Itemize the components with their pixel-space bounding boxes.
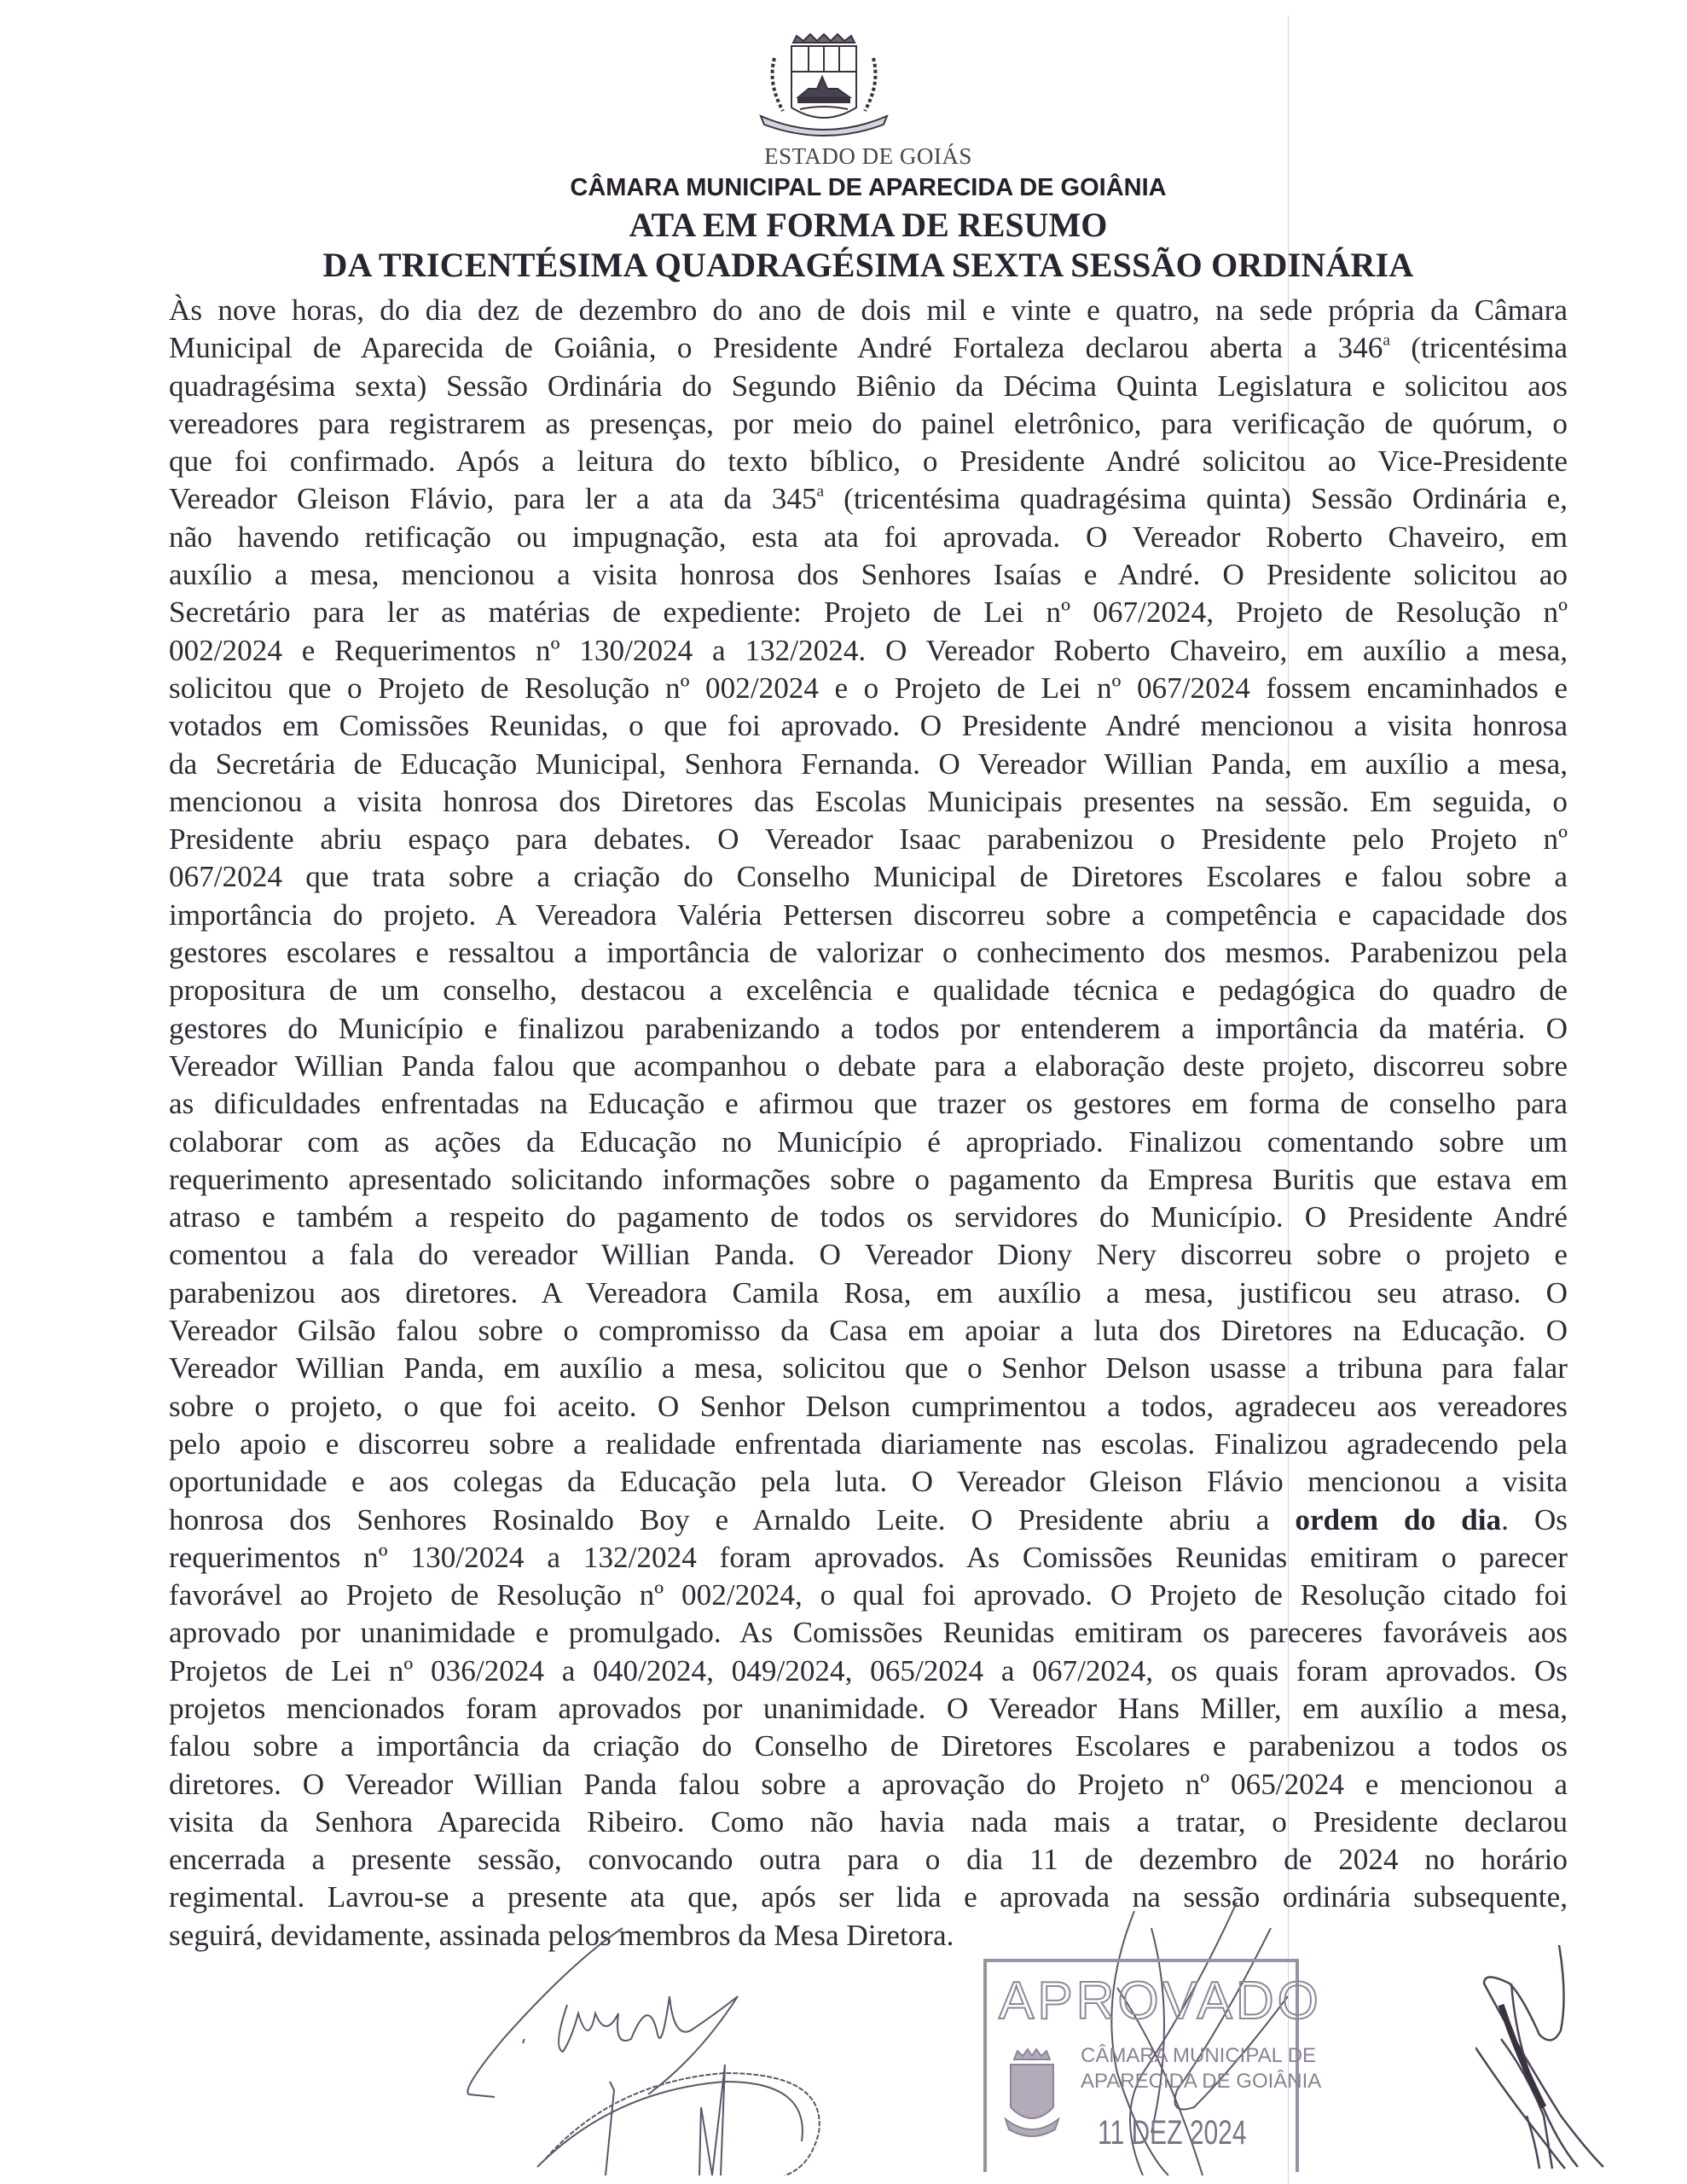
body-line-main: propositura de um conselho, destacou a excelência e qualidade técnica e pedagógica do quadro de <box>169 973 1568 1008</box>
body-line <box>169 1766 1568 1804</box>
body-line-main: mencionou a visita honrosa dos Diretores das Escolas Municipais presentes na sessão. Em seguida, o <box>169 784 1568 818</box>
body-line-text <box>169 1539 1568 1577</box>
body-line <box>169 292 1568 329</box>
body-line-main: Municipal de Aparecida de Goiânia, o Presidente André Fortaleza declarou aberta a 346 <box>169 331 1383 365</box>
body-line <box>169 1804 1568 1841</box>
body-line-text <box>169 1388 1568 1426</box>
body-line-text <box>169 972 1568 1009</box>
body-line-text <box>169 1199 1568 1236</box>
body-line-tail: (tricentésima <box>1389 331 1568 365</box>
body-line <box>169 783 1568 821</box>
municipal-coat-of-arms-icon <box>749 32 899 136</box>
body-line-text <box>169 1236 1568 1274</box>
body-line-text <box>169 746 1568 783</box>
body-line-text <box>169 1085 1568 1123</box>
body-line-text <box>169 519 1568 556</box>
body-line <box>169 1010 1568 1048</box>
minutes-body <box>169 292 1568 1955</box>
body-line-text <box>169 632 1568 670</box>
body-line <box>169 1502 1568 1539</box>
body-line <box>169 556 1568 594</box>
body-line-text <box>169 480 1568 518</box>
body-line-text <box>169 1728 1568 1765</box>
body-line-main: solicitou que o Projeto de Resolução nº 002/2024 e o Projeto de Lei nº 067/2024 fossem encaminhados e <box>169 671 1568 705</box>
body-line-main: Vereador Willian Panda falou que acompanhou o debate para a elaboração deste projeto, discorreu sobre <box>169 1048 1568 1083</box>
body-line <box>169 632 1568 670</box>
body-line <box>169 594 1568 631</box>
signature-left-icon <box>443 1911 887 2175</box>
body-line-main: Secretário para ler as matérias de expediente: Projeto de Lei nº 067/2024, Projeto de Resolução nº <box>169 595 1568 630</box>
body-line <box>169 1161 1568 1199</box>
body-line-main: não havendo retificação ou impugnação, esta ata foi aprovada. O Vereador Roberto Chaveiro, em <box>169 520 1568 554</box>
body-line-text <box>169 1275 1568 1312</box>
body-line-text <box>169 1161 1568 1199</box>
body-line-text <box>169 1804 1568 1841</box>
body-line-main: projetos mencionados foram aprovados por unanimidade. O Vereador Hans Miller, em auxílio a mesa, <box>169 1691 1568 1725</box>
body-line-text <box>169 1010 1568 1048</box>
body-line <box>169 670 1568 707</box>
body-line-text <box>169 1653 1568 1690</box>
body-line-main: oportunidade e aos colegas da Educação pela luta. O Vereador Gleison Flávio mencionou a visita <box>169 1465 1568 1499</box>
body-line-text <box>169 443 1568 480</box>
body-line <box>169 1124 1568 1161</box>
body-line-text <box>169 594 1568 631</box>
body-line-text <box>169 1312 1568 1350</box>
body-line <box>169 746 1568 783</box>
body-line-text <box>169 1124 1568 1161</box>
body-line <box>169 443 1568 480</box>
chamber-name: CÂMARA MUNICIPAL DE APARECIDA DE GOIÂNIA <box>570 174 1167 201</box>
body-line <box>169 972 1568 1009</box>
body-line <box>169 368 1568 405</box>
body-line <box>169 519 1568 556</box>
body-line-main: diretores. O Vereador Willian Panda falou sobre a aprovação do Projeto nº 065/2024 e mencionou a <box>169 1767 1568 1801</box>
body-line-main: falou sobre a importância da criação do Conselho de Diretores Escolares e parabenizou a todos os <box>169 1729 1568 1763</box>
stamp-chamber-line: CÂMARA MUNICIPAL DE <box>1081 2044 1317 2067</box>
body-line <box>169 1614 1568 1652</box>
body-line-text <box>169 858 1568 896</box>
body-line-text <box>169 821 1568 858</box>
document-title: ATA EM FORMA DE RESUMO <box>629 206 1108 244</box>
body-line <box>169 1426 1568 1463</box>
body-line <box>169 1690 1568 1728</box>
body-line <box>169 1199 1568 1236</box>
body-line-main: parabenizou aos diretores. A Vereadora Camila Rosa, em auxílio a mesa, justificou seu atraso. O <box>169 1275 1568 1310</box>
state-name: ESTADO DE GOIÁS <box>764 143 972 169</box>
ordinal-indicator: a <box>816 482 825 501</box>
body-line-text <box>169 783 1568 821</box>
body-line-main: Vereador Gilsão falou sobre o compromisso da Casa em apoiar a luta dos Diretores na Educação. O <box>169 1314 1568 1348</box>
body-line-main: vereadores para registrarem as presenças, por meio do painel eletrônico, para verificação de quórum, o <box>169 406 1568 440</box>
body-line-main: visita da Senhora Aparecida Ribeiro. Como não havia nada mais a tratar, o Presidente declarou <box>169 1804 1568 1838</box>
body-line-text <box>169 1690 1568 1728</box>
body-line-main: aprovado por unanimidade e promulgado. As Comissões Reunidas emitiram os pareceres favoráveis aos <box>169 1616 1568 1650</box>
body-line-text <box>169 1766 1568 1804</box>
body-line-main: seguirá, devidamente, assinada pelos membros da Mesa Diretora. <box>169 1918 954 1952</box>
body-line-main: atraso e também a respeito do pagamento de todos os servidores do Município. O Presidente André <box>169 1200 1568 1234</box>
body-line-text <box>169 1502 1568 1539</box>
body-line-tail: (tricentésima quadragésima quinta) Sessão Ordinária e, <box>824 482 1568 516</box>
body-line-main: sobre o projeto, o que foi aceito. O Senhor Delson cumprimentou a todos, agradeceu aos vereadores <box>169 1389 1568 1423</box>
body-line-main: 002/2024 e Requerimentos nº 130/2024 a 132/2024. O Vereador Roberto Chaveiro, em auxílio a mesa, <box>169 633 1568 667</box>
stamp-city-line: APARECIDA DE GOIÂNIA <box>1081 2070 1322 2093</box>
body-line-main: Projetos de Lei nº 036/2024 a 040/2024, 049/2024, 065/2024 a 067/2024, os quais foram aprovados. Os <box>169 1653 1568 1687</box>
body-line <box>169 1577 1568 1614</box>
body-line-main: requerimento apresentado solicitando informações sobre o pagamento da Empresa Buritis que estava em <box>169 1162 1568 1196</box>
body-line-main: gestores do Município e finalizou parabenizando a todos por entenderem a importância da matéria. O <box>169 1011 1568 1045</box>
body-line <box>169 934 1568 972</box>
body-line <box>169 1841 1568 1879</box>
stamp-crest-icon <box>1002 2048 1062 2141</box>
body-line <box>169 1388 1568 1426</box>
body-line-tail: . Os <box>1501 1502 1568 1536</box>
body-line <box>169 480 1568 518</box>
body-line-text <box>169 368 1568 405</box>
body-line-main: honrosa dos Senhores Rosinaldo Boy e Arnaldo Leite. O Presidente abriu a <box>169 1502 1270 1536</box>
body-line <box>169 329 1568 367</box>
body-line-main: colaborar com as ações da Educação no Município é apropriado. Finalizou comentando sobre um <box>169 1124 1568 1159</box>
body-line <box>169 1653 1568 1690</box>
body-line <box>169 1085 1568 1123</box>
order-of-the-day-emphasis: ordem do dia <box>1295 1502 1502 1536</box>
body-line <box>169 1048 1568 1085</box>
body-line-main: Vereador Gleison Flávio, para ler a ata da 345 <box>169 482 817 516</box>
body-line <box>169 1728 1568 1765</box>
body-line <box>169 897 1568 934</box>
body-line-main: comentou a fala do vereador Willian Panda. O Vereador Diony Nery discorreu sobre o projeto e <box>169 1238 1568 1272</box>
body-line-main: votados em Comissões Reunidas, o que foi aprovado. O Presidente André mencionou a visita honrosa <box>169 709 1568 743</box>
body-line-main: gestores escolares e ressaltou a importância de valorizar o conhecimento dos mesmos. Parabenizou pela <box>169 936 1568 970</box>
body-line <box>169 1463 1568 1501</box>
body-line-text <box>169 329 1568 367</box>
document-subtitle: DA TRICENTÉSIMA QUADRAGÉSIMA SEXTA SESSÃO ORDINÁRIA <box>322 246 1414 284</box>
body-line-text <box>169 897 1568 934</box>
body-line-text <box>169 1577 1568 1614</box>
body-line-main: auxílio a mesa, mencionou a visita honrosa dos Senhores Isaías e André. O Presidente solicitou ao <box>169 558 1568 592</box>
approval-stamp <box>983 1959 1322 2172</box>
body-line-main: requerimentos nº 130/2024 a 132/2024 foram aprovados. As Comissões Reunidas emitiram o parecer <box>169 1540 1568 1574</box>
body-line <box>169 1236 1568 1274</box>
body-line-text <box>169 707 1568 745</box>
body-line-text <box>169 670 1568 707</box>
stamp-title: APROVADO <box>999 1972 1322 2030</box>
body-line <box>169 405 1568 443</box>
body-line-text <box>169 1048 1568 1085</box>
body-line-text <box>169 934 1568 972</box>
body-line-main: Presidente abriu espaço para debates. O Vereador Isaac parabenizou o Presidente pelo Projeto nº <box>169 822 1568 857</box>
stamp-date: 11 DEZ 2024 <box>1098 2114 1247 2152</box>
body-line-main: Vereador Willian Panda, em auxílio a mesa, solicitou que o Senhor Delson usasse a tribuna para falar <box>169 1351 1568 1385</box>
body-line-text <box>169 1426 1568 1463</box>
body-line <box>169 821 1568 858</box>
body-line <box>169 1312 1568 1350</box>
body-line-text <box>169 292 1568 329</box>
body-line-main: Às nove horas, do dia dez de dezembro do ano de dois mil e vinte e quatro, na sede própria da Câmara <box>169 293 1568 327</box>
body-line <box>169 858 1568 896</box>
body-line <box>169 1539 1568 1577</box>
body-line-text <box>169 1350 1568 1387</box>
ordinal-indicator: a <box>1383 331 1390 350</box>
body-line <box>169 707 1568 745</box>
body-line-text <box>169 405 1568 443</box>
body-line <box>169 1350 1568 1387</box>
signature-right-icon <box>1475 1945 1620 2171</box>
body-line-main: que foi confirmado. Após a leitura do texto bíblico, o Presidente André solicitou ao Vice-Presidente <box>169 444 1568 479</box>
body-line-main: encerrada a presente sessão, convocando outra para o dia 11 de dezembro de 2024 no horário <box>169 1843 1568 1877</box>
body-line-main: favorável ao Projeto de Resolução nº 002/2024, o qual foi aprovado. O Projeto de Resolução citado foi <box>169 1578 1568 1612</box>
body-line-text <box>169 556 1568 594</box>
body-line-main: as dificuldades enfrentadas na Educação e afirmou que trazer os gestores em forma de conselho para <box>169 1087 1568 1121</box>
body-line-text <box>169 1614 1568 1652</box>
body-line-main: 067/2024 que trata sobre a criação do Conselho Municipal de Diretores Escolares e falou sobre a <box>169 860 1568 894</box>
body-line-main: da Secretária de Educação Municipal, Senhora Fernanda. O Vereador Willian Panda, em auxílio a mesa, <box>169 746 1568 781</box>
body-line <box>169 1275 1568 1312</box>
body-line-main: importância do projeto. A Vereadora Valéria Pettersen discorreu sobre a competência e capacidade dos <box>169 897 1568 932</box>
body-line-text <box>169 1463 1568 1501</box>
body-line-text <box>169 1841 1568 1879</box>
body-line-main: regimental. Lavrou-se a presente ata que, após ser lida e aprovada na sessão ordinária subsequente, <box>169 1880 1568 1914</box>
body-line-main: pelo apoio e discorreu sobre a realidade enfrentada diariamente nas escolas. Finalizou agradecendo pela <box>169 1426 1568 1461</box>
body-line-main: quadragésima sexta) Sessão Ordinária do Segundo Biênio da Décima Quinta Legislatura e solicitou aos <box>169 369 1568 403</box>
